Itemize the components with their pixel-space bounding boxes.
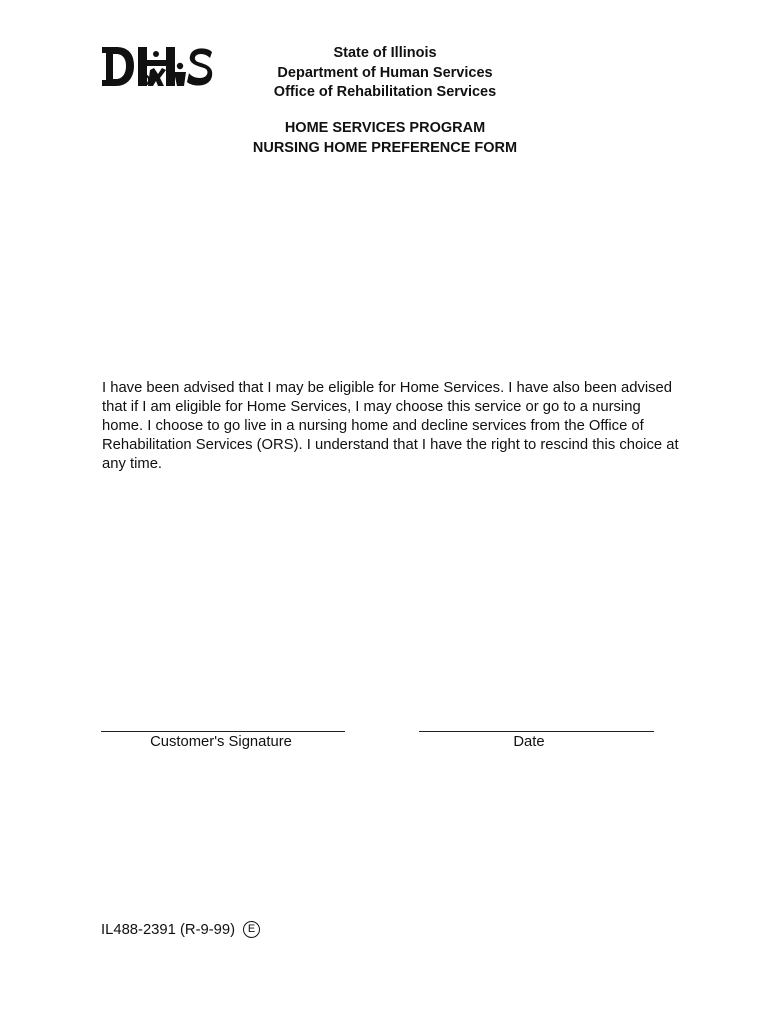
statement-section	[102, 379, 682, 474]
form-number: IL488-2391 (R-9-99)	[101, 921, 236, 938]
customer-signature-label: Customer's Signature	[150, 734, 292, 750]
program-title: HOME SERVICES PROGRAM	[284, 120, 486, 136]
agency-header	[185, 44, 585, 103]
customer-signature-line[interactable]	[101, 731, 345, 732]
date-line[interactable]	[419, 731, 654, 732]
date-label: Date	[513, 734, 545, 750]
form-number-footer	[101, 921, 260, 938]
statement-paragraph: I have been advised that I may be eligible for Home Services. I have also been advised that if I am eligible for Home Services, I may choose this service or go to a nursing home. I choose to go live in a nursing home and decline services from the Office of Rehabilitation Services (ORS). I understand that I have the right to rescind this choice at any time.	[102, 380, 679, 472]
department-name: Department of Human Services	[277, 64, 493, 81]
state-name: State of Illinois	[333, 45, 437, 61]
form-title-block	[185, 119, 585, 158]
office-name: Office of Rehabilitation Services	[273, 84, 497, 100]
form-title: NURSING HOME PREFERENCE FORM	[252, 139, 518, 156]
edition-mark-icon: E	[243, 921, 260, 938]
